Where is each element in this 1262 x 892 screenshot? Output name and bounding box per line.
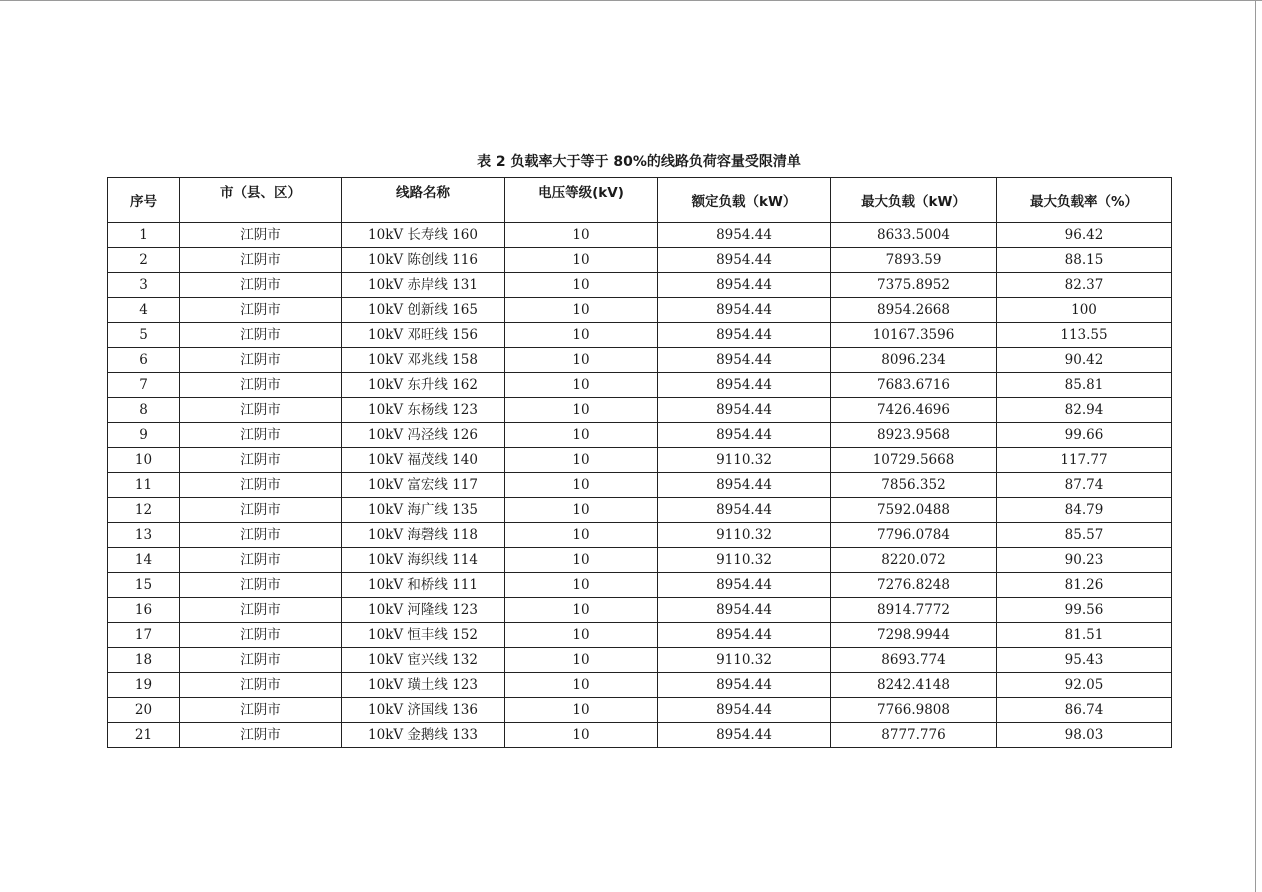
table-row <box>108 623 1172 648</box>
cell-city: 江阴市 <box>180 623 342 648</box>
cell-city: 江阴市 <box>180 298 342 323</box>
cell-line-name: 10kV 冯泾线 126 <box>342 423 505 448</box>
cell-city: 江阴市 <box>180 423 342 448</box>
table-row <box>108 498 1172 523</box>
cell-city: 江阴市 <box>180 398 342 423</box>
table-row <box>108 373 1172 398</box>
cell-rated-load: 9110.32 <box>658 448 831 473</box>
cell-city: 江阴市 <box>180 223 342 248</box>
cell-rated-load: 9110.32 <box>658 548 831 573</box>
cell-max-load-rate: 84.79 <box>997 498 1172 523</box>
cell-rated-load: 8954.44 <box>658 723 831 748</box>
cell-city: 江阴市 <box>180 323 342 348</box>
cell-max-load: 8923.9568 <box>831 423 997 448</box>
cell-rated-load: 8954.44 <box>658 223 831 248</box>
cell-rated-load: 8954.44 <box>658 598 831 623</box>
cell-line-name: 10kV 陈创线 116 <box>342 248 505 273</box>
cell-rated-load: 8954.44 <box>658 573 831 598</box>
cell-line-name: 10kV 赤岸线 131 <box>342 273 505 298</box>
cell-index: 7 <box>108 373 180 398</box>
cell-max-load: 8693.774 <box>831 648 997 673</box>
cell-line-name: 10kV 创新线 165 <box>342 298 505 323</box>
cell-line-name: 10kV 金鹅线 133 <box>342 723 505 748</box>
table-row <box>108 448 1172 473</box>
cell-index: 12 <box>108 498 180 523</box>
cell-index: 5 <box>108 323 180 348</box>
cell-max-load-rate: 95.43 <box>997 648 1172 673</box>
cell-max-load: 8914.7772 <box>831 598 997 623</box>
cell-index: 14 <box>108 548 180 573</box>
cell-voltage: 10 <box>505 248 658 273</box>
header-voltage: 电压等级(kV) <box>505 178 658 223</box>
cell-max-load-rate: 90.42 <box>997 348 1172 373</box>
cell-line-name: 10kV 东升线 162 <box>342 373 505 398</box>
cell-city: 江阴市 <box>180 648 342 673</box>
cell-index: 2 <box>108 248 180 273</box>
cell-max-load: 8242.4148 <box>831 673 997 698</box>
cell-index: 8 <box>108 398 180 423</box>
cell-max-load: 10729.5668 <box>831 448 997 473</box>
table-row <box>108 573 1172 598</box>
cell-max-load-rate: 82.37 <box>997 273 1172 298</box>
cell-rated-load: 8954.44 <box>658 298 831 323</box>
cell-max-load-rate: 90.23 <box>997 548 1172 573</box>
cell-max-load-rate: 99.56 <box>997 598 1172 623</box>
cell-max-load-rate: 99.66 <box>997 423 1172 448</box>
cell-max-load: 7426.4696 <box>831 398 997 423</box>
cell-voltage: 10 <box>505 698 658 723</box>
cell-index: 19 <box>108 673 180 698</box>
cell-voltage: 10 <box>505 423 658 448</box>
cell-voltage: 10 <box>505 373 658 398</box>
cell-voltage: 10 <box>505 448 658 473</box>
cell-max-load-rate: 81.51 <box>997 623 1172 648</box>
cell-city: 江阴市 <box>180 273 342 298</box>
cell-rated-load: 8954.44 <box>658 473 831 498</box>
cell-rated-load: 8954.44 <box>658 398 831 423</box>
cell-rated-load: 8954.44 <box>658 273 831 298</box>
cell-rated-load: 8954.44 <box>658 698 831 723</box>
cell-max-load-rate: 85.57 <box>997 523 1172 548</box>
cell-voltage: 10 <box>505 623 658 648</box>
cell-voltage: 10 <box>505 523 658 548</box>
table-row <box>108 523 1172 548</box>
cell-rated-load: 8954.44 <box>658 498 831 523</box>
cell-max-load: 7375.8952 <box>831 273 997 298</box>
cell-rated-load: 8954.44 <box>658 373 831 398</box>
cell-city: 江阴市 <box>180 548 342 573</box>
cell-rated-load: 9110.32 <box>658 648 831 673</box>
cell-line-name: 10kV 璜土线 123 <box>342 673 505 698</box>
cell-voltage: 10 <box>505 473 658 498</box>
cell-max-load-rate: 98.03 <box>997 723 1172 748</box>
cell-city: 江阴市 <box>180 723 342 748</box>
cell-voltage: 10 <box>505 548 658 573</box>
cell-city: 江阴市 <box>180 348 342 373</box>
cell-voltage: 10 <box>505 273 658 298</box>
cell-voltage: 10 <box>505 298 658 323</box>
cell-city: 江阴市 <box>180 448 342 473</box>
cell-max-load: 7893.59 <box>831 248 997 273</box>
cell-rated-load: 8954.44 <box>658 623 831 648</box>
cell-index: 9 <box>108 423 180 448</box>
cell-line-name: 10kV 邓兆线 158 <box>342 348 505 373</box>
cell-line-name: 10kV 邓旺线 156 <box>342 323 505 348</box>
cell-index: 11 <box>108 473 180 498</box>
cell-city: 江阴市 <box>180 473 342 498</box>
cell-voltage: 10 <box>505 573 658 598</box>
cell-max-load: 8954.2668 <box>831 298 997 323</box>
cell-line-name: 10kV 恒丰线 152 <box>342 623 505 648</box>
table-row <box>108 298 1172 323</box>
table-row <box>108 423 1172 448</box>
cell-index: 13 <box>108 523 180 548</box>
cell-max-load-rate: 88.15 <box>997 248 1172 273</box>
cell-max-load: 8096.234 <box>831 348 997 373</box>
cell-voltage: 10 <box>505 398 658 423</box>
table-row <box>108 398 1172 423</box>
cell-max-load-rate: 81.26 <box>997 573 1172 598</box>
cell-max-load: 7298.9944 <box>831 623 997 648</box>
cell-max-load-rate: 100 <box>997 298 1172 323</box>
table-row <box>108 648 1172 673</box>
table-row <box>108 723 1172 748</box>
table-row <box>108 323 1172 348</box>
cell-voltage: 10 <box>505 498 658 523</box>
cell-max-load-rate: 96.42 <box>997 223 1172 248</box>
cell-max-load: 7276.8248 <box>831 573 997 598</box>
cell-line-name: 10kV 海织线 114 <box>342 548 505 573</box>
cell-voltage: 10 <box>505 673 658 698</box>
table-header <box>108 178 1172 223</box>
cell-max-load-rate: 113.55 <box>997 323 1172 348</box>
cell-rated-load: 8954.44 <box>658 248 831 273</box>
table-row <box>108 673 1172 698</box>
page-border-right <box>1255 0 1256 892</box>
cell-index: 15 <box>108 573 180 598</box>
cell-city: 江阴市 <box>180 373 342 398</box>
cell-voltage: 10 <box>505 323 658 348</box>
cell-index: 1 <box>108 223 180 248</box>
load-limit-table <box>107 177 1172 748</box>
cell-rated-load: 8954.44 <box>658 673 831 698</box>
header-city: 市（县、区） <box>180 178 342 223</box>
cell-index: 6 <box>108 348 180 373</box>
cell-line-name: 10kV 和桥线 111 <box>342 573 505 598</box>
cell-max-load: 7856.352 <box>831 473 997 498</box>
cell-city: 江阴市 <box>180 523 342 548</box>
cell-voltage: 10 <box>505 223 658 248</box>
cell-max-load-rate: 92.05 <box>997 673 1172 698</box>
cell-city: 江阴市 <box>180 498 342 523</box>
cell-index: 10 <box>108 448 180 473</box>
table-row <box>108 698 1172 723</box>
cell-max-load: 7766.9808 <box>831 698 997 723</box>
cell-voltage: 10 <box>505 648 658 673</box>
cell-max-load: 7796.0784 <box>831 523 997 548</box>
header-max-load-rate: 最大负载率（%） <box>997 178 1172 223</box>
header-rated-load: 额定负载（kW） <box>658 178 831 223</box>
cell-max-load-rate: 87.74 <box>997 473 1172 498</box>
cell-voltage: 10 <box>505 598 658 623</box>
table-title: 表 2 负载率大于等于 80%的线路负荷容量受限清单 <box>477 154 801 170</box>
cell-index: 4 <box>108 298 180 323</box>
table-row <box>108 223 1172 248</box>
cell-line-name: 10kV 福茂线 140 <box>342 448 505 473</box>
cell-rated-load: 8954.44 <box>658 423 831 448</box>
cell-max-load: 8777.776 <box>831 723 997 748</box>
cell-rated-load: 8954.44 <box>658 323 831 348</box>
cell-line-name: 10kV 海磬线 118 <box>342 523 505 548</box>
table-row <box>108 473 1172 498</box>
table-row <box>108 548 1172 573</box>
cell-line-name: 10kV 济国线 136 <box>342 698 505 723</box>
header-line-name: 线路名称 <box>342 178 505 223</box>
cell-voltage: 10 <box>505 723 658 748</box>
cell-line-name: 10kV 海广线 135 <box>342 498 505 523</box>
cell-max-load-rate: 117.77 <box>997 448 1172 473</box>
table-row <box>108 348 1172 373</box>
cell-index: 3 <box>108 273 180 298</box>
cell-index: 18 <box>108 648 180 673</box>
cell-max-load: 10167.3596 <box>831 323 997 348</box>
header-max-load: 最大负载（kW） <box>831 178 997 223</box>
table-row <box>108 598 1172 623</box>
header-row <box>108 178 1172 223</box>
cell-index: 20 <box>108 698 180 723</box>
cell-rated-load: 9110.32 <box>658 523 831 548</box>
cell-max-load: 8220.072 <box>831 548 997 573</box>
cell-city: 江阴市 <box>180 673 342 698</box>
cell-city: 江阴市 <box>180 698 342 723</box>
cell-max-load: 7683.6716 <box>831 373 997 398</box>
cell-line-name: 10kV 河隆线 123 <box>342 598 505 623</box>
cell-line-name: 10kV 富宏线 117 <box>342 473 505 498</box>
cell-max-load: 8633.5004 <box>831 223 997 248</box>
cell-max-load: 7592.0488 <box>831 498 997 523</box>
table-body <box>108 223 1172 748</box>
cell-city: 江阴市 <box>180 573 342 598</box>
table-row <box>108 248 1172 273</box>
header-index: 序号 <box>108 178 180 223</box>
cell-index: 21 <box>108 723 180 748</box>
cell-city: 江阴市 <box>180 248 342 273</box>
cell-city: 江阴市 <box>180 598 342 623</box>
cell-index: 17 <box>108 623 180 648</box>
cell-voltage: 10 <box>505 348 658 373</box>
cell-line-name: 10kV 长寿线 160 <box>342 223 505 248</box>
cell-max-load-rate: 86.74 <box>997 698 1172 723</box>
cell-line-name: 10kV 东杨线 123 <box>342 398 505 423</box>
page-border-top <box>0 0 1262 1</box>
cell-rated-load: 8954.44 <box>658 348 831 373</box>
cell-max-load-rate: 85.81 <box>997 373 1172 398</box>
cell-line-name: 10kV 宦兴线 132 <box>342 648 505 673</box>
cell-max-load-rate: 82.94 <box>997 398 1172 423</box>
table-row <box>108 273 1172 298</box>
cell-index: 16 <box>108 598 180 623</box>
